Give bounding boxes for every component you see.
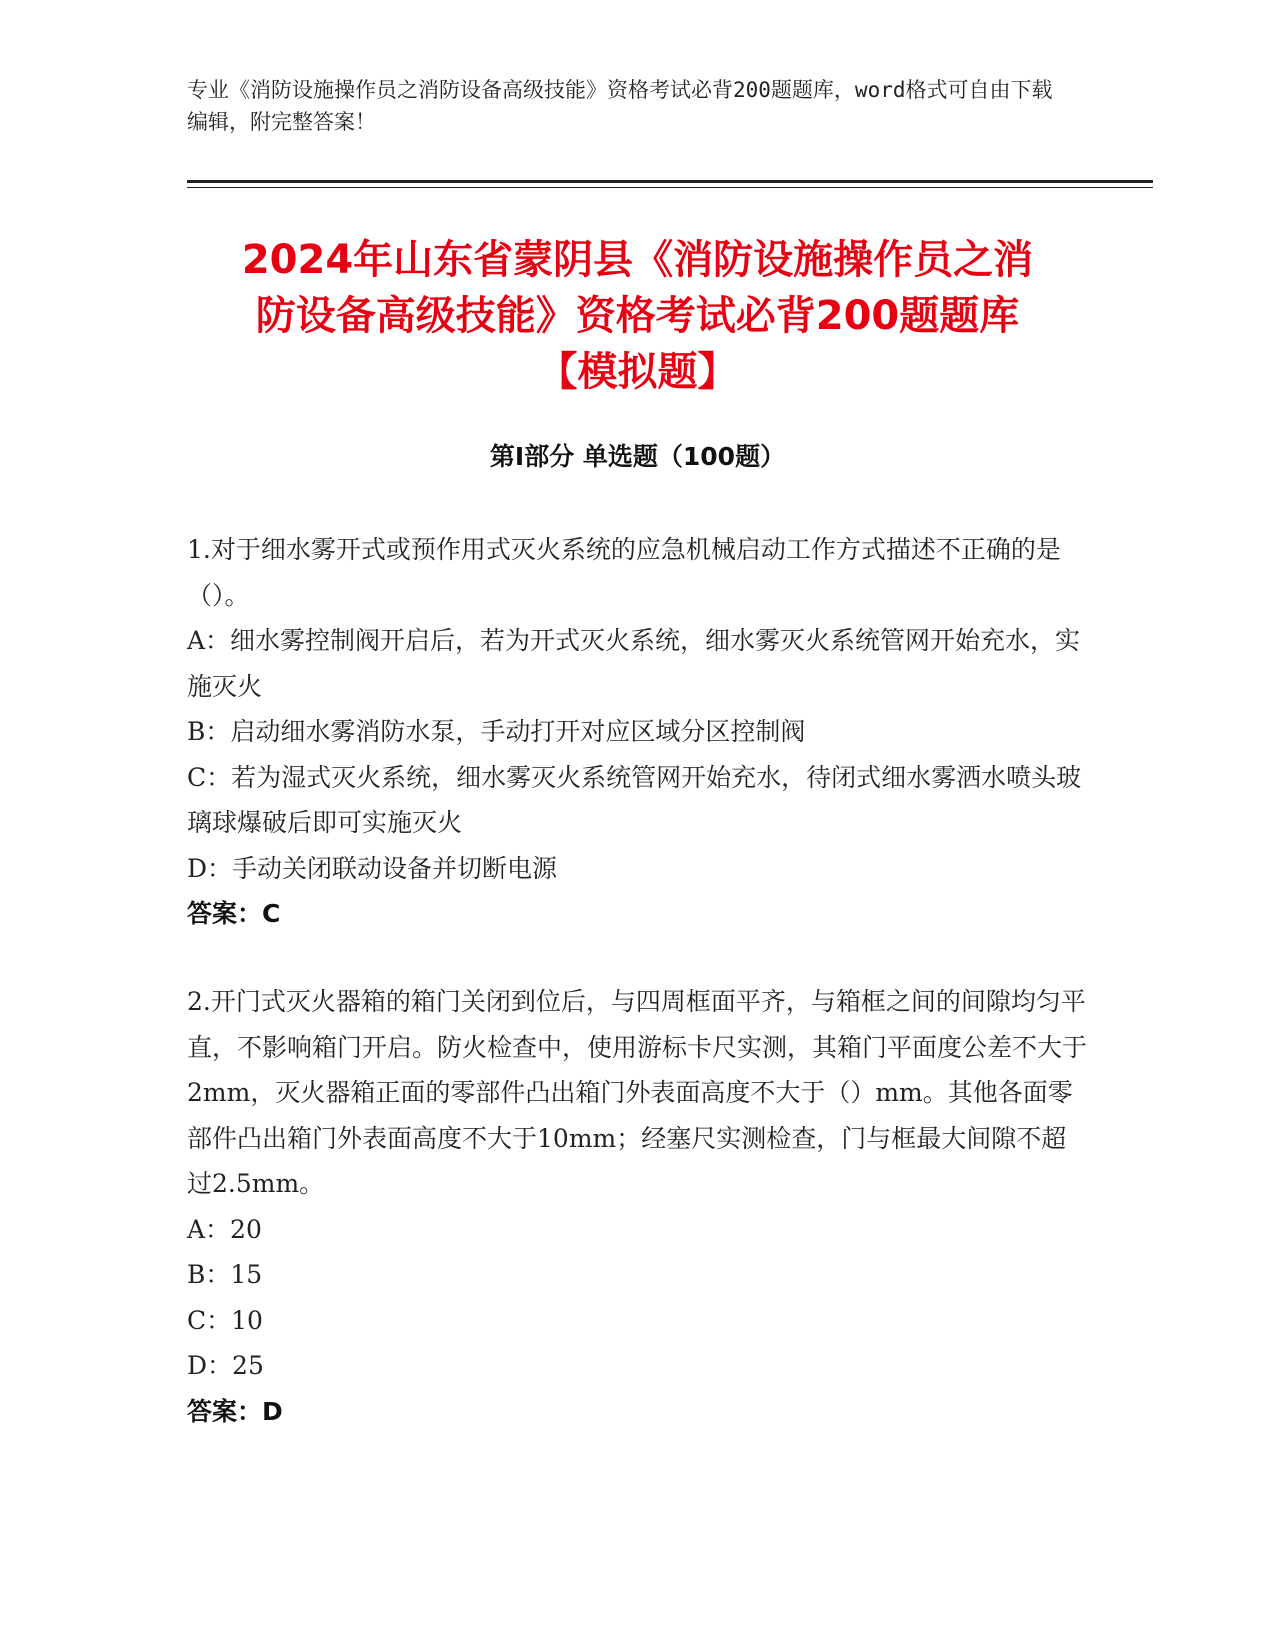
option-b: B：15 [187, 1260, 263, 1289]
answer: 答案：D [187, 1396, 283, 1426]
document-title-line-2: 防设备高级技能》资格考试必背200题题库 [255, 293, 1020, 339]
header-divider-thin [187, 187, 1153, 188]
header-divider-thick [187, 180, 1153, 183]
document-title-line-1: 2024年山东省蒙阴县《消防设施操作员之消 [241, 237, 1034, 283]
document-title-line-3: 【模拟题】 [537, 349, 738, 395]
option-b: B：启动细水雾消防水泵，手动打开对应区域分区控制阀 [187, 717, 806, 746]
header-note: 专业《消防设施操作员之消防设备高级技能》资格考试必背200题题库，word格式可自由下载编辑，附完整答案！ [187, 78, 1053, 134]
section-heading: 第Ⅰ部分 单选题（100题） [489, 442, 786, 471]
option-d: D：手动关闭联动设备并切断电源 [187, 853, 558, 883]
document-title [150, 232, 1125, 400]
option-c: C：10 [187, 1305, 263, 1335]
question-stem: 1.对于细水雾开式或预作用式灭火系统的应急机械启动工作方式描述不正确的是（）。 [187, 535, 1061, 610]
option-c: C：若为湿式灭火系统，细水雾灭火系统管网开始充水，待闭式细水雾洒水喷头玻璃球爆破后即可实施灭火 [187, 762, 1082, 837]
question-1 [187, 527, 1087, 937]
answer: 答案：C [187, 899, 281, 928]
option-a: A：细水雾控制阀开启后，若为开式灭火系统，细水雾灭火系统管网开始充水，实施灭火 [187, 626, 1081, 701]
option-d: D：25 [187, 1351, 264, 1380]
question-2 [187, 979, 1087, 1434]
option-a: A：20 [187, 1214, 262, 1244]
question-stem: 2.开门式灭火器箱的箱门关闭到位后，与四周框面平齐，与箱框之间的间隙均匀平直，不影响箱门开启。防火检查中，使用游标卡尺实测，其箱门平面度公差不大于2mm，灭火器箱正面的零部件凸出箱门外表面高度不大于（）mm。其他各面零部件凸出箱门外表面高度不大于10mm；经塞尺实测检查，门与框最大间隙不超过2.5mm。 [187, 987, 1088, 1198]
